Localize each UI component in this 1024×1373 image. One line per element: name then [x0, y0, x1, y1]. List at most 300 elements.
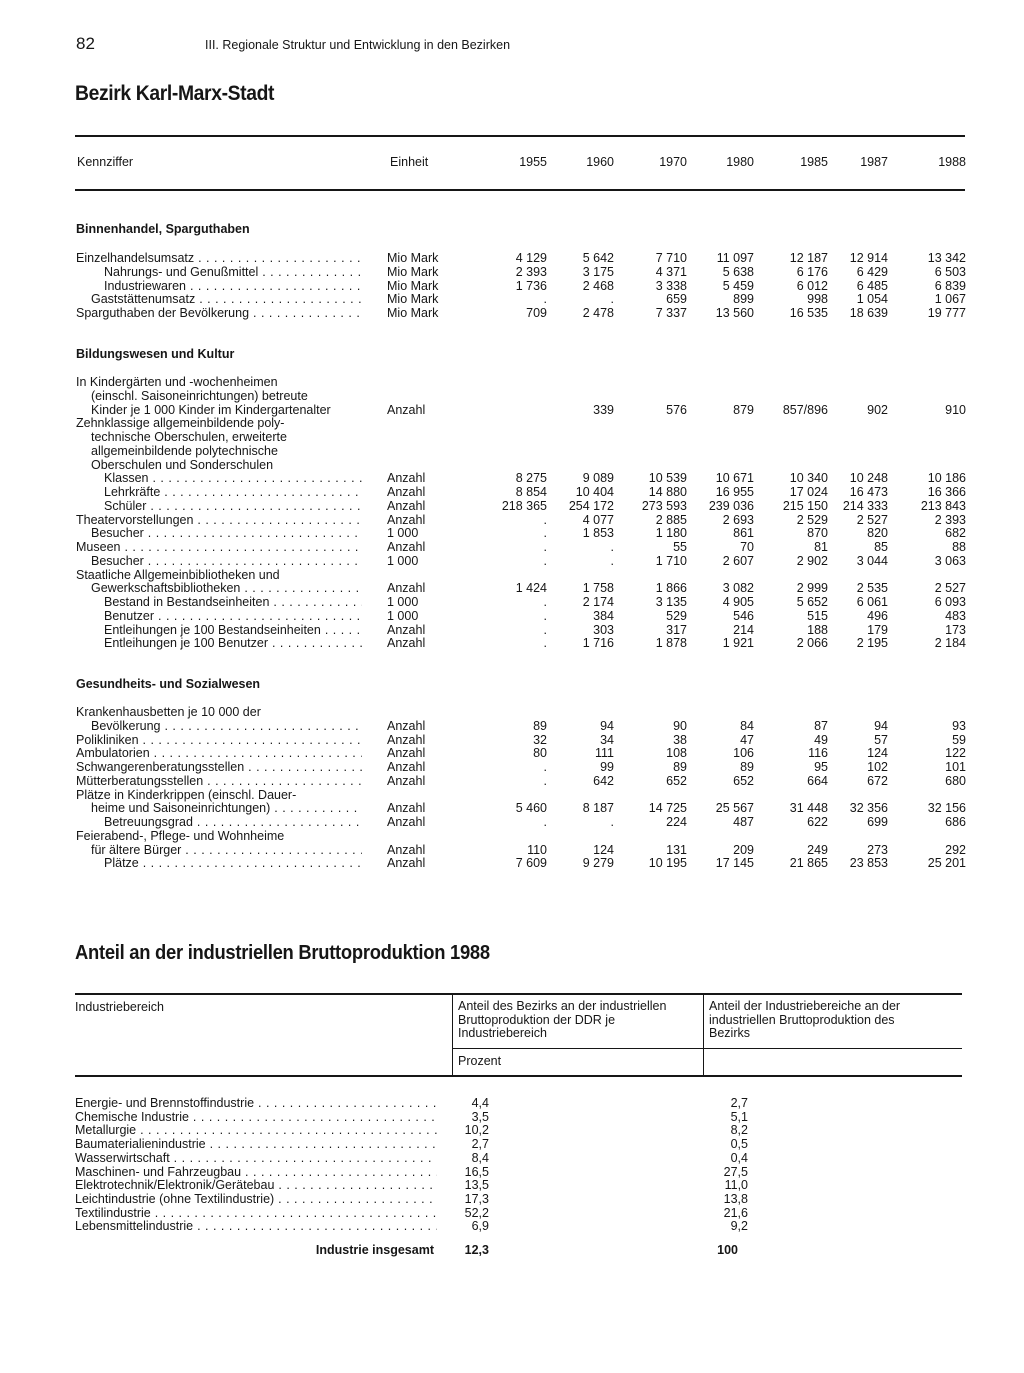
- cell-value: 254 172: [568, 498, 614, 513]
- cell-value: 1 716: [582, 636, 614, 651]
- cell-value: 2 184: [934, 636, 966, 651]
- cell-value: 576: [666, 402, 687, 417]
- row-label: Schüler . . .: [104, 499, 362, 513]
- cell-value: 384: [593, 608, 614, 623]
- cell-value: 6 012: [796, 278, 828, 293]
- header-1970: 1970: [659, 155, 687, 169]
- cell-value: 25 201: [927, 856, 966, 871]
- table-row: [0, 856, 1024, 870]
- cell-value: 10 195: [648, 856, 687, 871]
- cell-value: 2 478: [582, 306, 614, 320]
- cell-value: 10 404: [575, 485, 614, 499]
- table-row: [0, 554, 1024, 568]
- cell-value: 4 077: [582, 512, 614, 527]
- cell-value: 4 129: [515, 251, 547, 265]
- cell-value: 89: [740, 760, 754, 774]
- cell-value: 173: [945, 622, 966, 637]
- table-row: [0, 403, 1024, 417]
- cell-value: 25 567: [715, 801, 754, 816]
- table-row: [0, 760, 1024, 774]
- cell-value: 21 865: [789, 856, 828, 871]
- total-label: Industrie insgesamt: [315, 1243, 434, 1257]
- cell-anteil-industrie: 2,7: [730, 1096, 748, 1110]
- cell-value: 2 607: [722, 553, 754, 568]
- row-label: Museen . . .: [76, 540, 362, 554]
- cell-value: .: [610, 540, 614, 554]
- table2-top-rule: [75, 993, 962, 995]
- cell-value: 2 527: [856, 512, 888, 527]
- cell-value: 642: [593, 773, 614, 788]
- row-label: Nahrungs- und Genußmittel . . .: [104, 265, 362, 279]
- table-row: [0, 499, 1024, 513]
- cell-value: 1 878: [655, 636, 687, 651]
- cell-value: 17 024: [789, 485, 828, 499]
- header-1960: 1960: [586, 155, 614, 169]
- row-unit: Anzahl: [387, 636, 426, 651]
- cell-value: 14 880: [648, 485, 687, 499]
- header-anteil-industrie: Anteil der Industriebereiche an der industriellen Bruttoproduktion des Bezirks: [709, 999, 901, 1040]
- cell-value: 99: [600, 760, 614, 774]
- cell-value: 16 955: [715, 485, 754, 499]
- row-unit: Anzahl: [387, 471, 426, 486]
- table-row: [0, 265, 1024, 279]
- header-1987: 1987: [860, 155, 888, 169]
- cell-value: 188: [807, 622, 828, 637]
- row-label: technische Oberschulen, erweiterte: [91, 430, 287, 444]
- row-label: Kinder je 1 000 Kinder im Kindergartenalter: [91, 402, 331, 417]
- cell-value: 6 839: [934, 278, 966, 293]
- row-label: Maschinen- und Fahrzeugbau . . .: [75, 1165, 437, 1179]
- cell-value: 515: [807, 608, 828, 623]
- row-label: Industriewaren . . .: [104, 279, 362, 293]
- table-row: [0, 1192, 1024, 1206]
- table-row: [0, 719, 1024, 733]
- row-unit: 1 000: [387, 608, 419, 623]
- cell-value: 2 174: [582, 595, 614, 609]
- row-unit: Anzahl: [387, 498, 426, 513]
- header-1985: 1985: [800, 155, 828, 169]
- row-unit: Anzahl: [387, 760, 426, 774]
- row-label: Metallurgie . . .: [75, 1123, 437, 1137]
- row-label: Besucher . . .: [91, 554, 362, 568]
- cell-value: 218 365: [501, 498, 547, 513]
- cell-value: 34: [600, 732, 614, 747]
- cell-anteil-bezirk: 52,2: [464, 1205, 489, 1220]
- cell-value: .: [543, 292, 547, 307]
- cell-anteil-industrie: 0,5: [730, 1137, 748, 1152]
- cell-anteil-industrie: 27,5: [723, 1164, 748, 1179]
- cell-value: 2 885: [655, 512, 687, 527]
- cell-value: 4 905: [722, 595, 754, 609]
- row-label: Gewerkschaftsbibliotheken . . .: [91, 581, 362, 595]
- cell-value: 5 638: [722, 264, 754, 279]
- cell-value: 2 902: [796, 553, 828, 568]
- cell-value: 1 054: [856, 292, 888, 307]
- cell-value: 13 342: [927, 251, 966, 265]
- row-label: Lebensmittelindustrie . . .: [75, 1219, 437, 1233]
- cell-value: 124: [593, 842, 614, 857]
- row-unit: 1 000: [387, 553, 419, 568]
- table-row: [0, 595, 1024, 609]
- header-1955: 1955: [519, 155, 547, 169]
- cell-value: .: [543, 553, 547, 568]
- table-row: [0, 485, 1024, 499]
- cell-value: 273 593: [641, 498, 687, 513]
- cell-value: .: [543, 512, 547, 527]
- cell-value: 116: [808, 746, 828, 761]
- cell-value: 664: [807, 773, 828, 788]
- row-unit: Anzahl: [387, 622, 426, 637]
- table-row: [0, 1165, 1024, 1179]
- table-row: [0, 801, 1024, 815]
- row-label: Schwangerenberatungsstellen . . .: [76, 760, 362, 774]
- cell-value: 672: [867, 773, 888, 788]
- table-top-rule: [75, 135, 965, 137]
- cell-anteil-industrie: 21,6: [723, 1205, 748, 1220]
- table-row: [0, 1137, 1024, 1151]
- cell-value: 6 176: [796, 264, 828, 279]
- cell-value: .: [610, 553, 614, 568]
- row-label: Baumaterialienindustrie . . .: [75, 1137, 437, 1151]
- row-label: Chemische Industrie . . .: [75, 1110, 437, 1124]
- cell-value: .: [610, 292, 614, 307]
- cell-value: 102: [867, 760, 888, 774]
- total-anteil-bezirk: 12,3: [464, 1243, 489, 1257]
- cell-value: 14 725: [648, 801, 687, 816]
- table-row: [0, 815, 1024, 829]
- cell-value: 94: [600, 718, 614, 733]
- table-row: [0, 430, 1024, 444]
- cell-value: 59: [952, 732, 966, 747]
- row-unit: Anzahl: [387, 485, 426, 499]
- table-row: [0, 581, 1024, 595]
- cell-value: 622: [807, 815, 828, 829]
- table-row: [0, 292, 1024, 306]
- cell-value: 31 448: [789, 801, 828, 816]
- cell-value: 6 485: [856, 278, 888, 293]
- row-label: Wasserwirtschaft . . .: [75, 1151, 437, 1165]
- row-label: Klassen . . .: [104, 471, 362, 485]
- table2-header-rule: [75, 1075, 962, 1077]
- cell-value: 19 777: [927, 306, 966, 320]
- cell-value: 16 535: [789, 306, 828, 320]
- row-unit: Mio Mark: [387, 264, 439, 279]
- cell-value: 998: [807, 292, 828, 307]
- cell-value: 2 468: [582, 278, 614, 293]
- table-row: [0, 513, 1024, 527]
- cell-value: 10 539: [648, 471, 687, 486]
- row-label: Einzelhandelsumsatz . . .: [76, 251, 362, 265]
- cell-value: 820: [867, 526, 888, 541]
- cell-value: 94: [874, 718, 888, 733]
- row-label: Energie- und Brennstoffindustrie . . .: [75, 1096, 437, 1110]
- cell-value: 1 736: [515, 278, 547, 293]
- cell-value: 213 843: [920, 498, 966, 513]
- cell-value: 110: [527, 842, 547, 857]
- running-head: III. Regionale Struktur und Entwicklung in den Bezirken: [205, 38, 511, 52]
- cell-value: 7 710: [655, 251, 687, 265]
- cell-value: 3 135: [655, 595, 687, 609]
- row-unit: Anzahl: [387, 540, 426, 554]
- cell-value: 18 639: [849, 306, 888, 320]
- row-label: Theatervorstellungen . . .: [76, 513, 362, 527]
- cell-value: 122: [945, 746, 966, 761]
- table-row: [0, 609, 1024, 623]
- cell-value: .: [543, 773, 547, 788]
- cell-value: 49: [814, 732, 828, 747]
- cell-anteil-industrie: 0,4: [730, 1150, 748, 1165]
- cell-value: .: [610, 815, 614, 829]
- row-unit: Mio Mark: [387, 292, 439, 307]
- table-row: [0, 444, 1024, 458]
- cell-value: 699: [867, 815, 888, 829]
- row-unit: Anzahl: [387, 801, 426, 816]
- cell-anteil-bezirk: 2,7: [471, 1137, 489, 1152]
- cell-value: 108: [666, 746, 687, 761]
- cell-value: 16 366: [927, 485, 966, 499]
- cell-value: 910: [945, 402, 966, 417]
- row-label: Staatliche Allgemeinbibliotheken und: [76, 567, 280, 582]
- row-unit: Anzahl: [387, 815, 426, 829]
- row-label: Mütterberatungsstellen . . .: [76, 774, 362, 788]
- cell-value: 55: [673, 540, 687, 554]
- cell-anteil-bezirk: 8,4: [471, 1150, 489, 1165]
- row-unit: Mio Mark: [387, 278, 439, 293]
- cell-value: 1 853: [582, 526, 614, 541]
- cell-value: 686: [945, 815, 966, 829]
- cell-value: 224: [666, 815, 687, 829]
- row-label: Polikliniken . . .: [76, 733, 362, 747]
- table-row: [0, 526, 1024, 540]
- cell-value: 87: [814, 718, 828, 733]
- cell-value: 10 671: [715, 471, 754, 486]
- table2-vline-2: [703, 995, 704, 1075]
- cell-value: .: [543, 636, 547, 651]
- cell-value: 339: [593, 402, 614, 417]
- row-label: Feierabend-, Pflege- und Wohnheime: [76, 828, 285, 843]
- row-unit: Mio Mark: [387, 306, 439, 320]
- row-label: Gaststättenumsatz . . .: [91, 292, 362, 306]
- cell-value: 487: [733, 815, 754, 829]
- row-label: Betreuungsgrad . . .: [104, 815, 362, 829]
- row-unit: Mio Mark: [387, 251, 439, 265]
- cell-value: 3 063: [934, 553, 966, 568]
- cell-value: 90: [673, 718, 687, 733]
- cell-value: 214 333: [842, 498, 888, 513]
- cell-value: 529: [666, 608, 687, 623]
- header-unit-prozent: Prozent: [458, 1054, 502, 1068]
- cell-value: 214: [733, 622, 754, 637]
- cell-value: 7 609: [515, 856, 547, 871]
- cell-value: 5 459: [722, 278, 754, 293]
- cell-value: .: [543, 526, 547, 541]
- table-row: [0, 416, 1024, 430]
- row-label: Zehnklassige allgemeinbildende poly-: [76, 416, 285, 431]
- cell-value: 546: [733, 608, 754, 623]
- cell-value: 902: [867, 402, 888, 417]
- cell-value: 10 186: [927, 471, 966, 486]
- cell-value: 101: [945, 760, 966, 774]
- row-label: Bestand in Bestandseinheiten . . .: [104, 595, 362, 609]
- section-title: Gesundheits- und Sozialwesen: [76, 677, 261, 691]
- cell-anteil-bezirk: 16,5: [464, 1164, 489, 1179]
- cell-value: 8 275: [515, 471, 547, 486]
- cell-anteil-bezirk: 13,5: [464, 1178, 489, 1193]
- cell-value: 13 560: [715, 306, 754, 320]
- cell-value: .: [543, 595, 547, 609]
- cell-value: 10 340: [789, 471, 828, 486]
- cell-value: 1 710: [655, 553, 687, 568]
- cell-anteil-industrie: 13,8: [723, 1191, 748, 1206]
- cell-value: 680: [945, 773, 966, 788]
- cell-value: 1 758: [582, 581, 614, 596]
- table2-unit-rule: [453, 1048, 962, 1049]
- cell-value: 38: [673, 732, 687, 747]
- cell-value: 32 156: [927, 801, 966, 816]
- table-row: [0, 733, 1024, 747]
- cell-value: 2 999: [796, 581, 828, 596]
- table-row: [0, 279, 1024, 293]
- table-row: [0, 306, 1024, 320]
- header-industriebereich: Industriebereich: [75, 1000, 164, 1014]
- cell-value: 2 529: [796, 512, 828, 527]
- row-unit: Anzahl: [387, 842, 426, 857]
- table-row: [0, 705, 1024, 719]
- row-label: Leichtindustrie (ohne Textilindustrie) . . .: [75, 1192, 437, 1206]
- cell-value: 89: [673, 760, 687, 774]
- row-label: Bevölkerung . . .: [91, 719, 362, 733]
- cell-anteil-industrie: 11,0: [724, 1178, 748, 1193]
- table-row: [0, 1206, 1024, 1220]
- cell-value: 659: [666, 292, 687, 307]
- cell-value: 209: [733, 842, 754, 857]
- table-header-rule: [75, 189, 965, 191]
- cell-value: 93: [952, 718, 966, 733]
- cell-value: 70: [740, 540, 754, 554]
- page-title: Bezirk Karl-Marx-Stadt: [75, 82, 275, 105]
- table-row: [0, 458, 1024, 472]
- header-1988: 1988: [938, 155, 966, 169]
- cell-anteil-bezirk: 4,4: [471, 1096, 489, 1110]
- cell-value: 1 180: [655, 526, 687, 541]
- table-row: [0, 471, 1024, 485]
- cell-value: 84: [740, 718, 754, 733]
- cell-value: 1 921: [722, 636, 754, 651]
- total-anteil-industrie: 100: [717, 1243, 738, 1257]
- cell-value: 857/896: [782, 402, 828, 417]
- cell-value: 496: [867, 608, 888, 623]
- cell-value: 106: [733, 746, 754, 761]
- cell-value: 80: [533, 746, 547, 761]
- cell-value: 12 914: [849, 251, 888, 265]
- row-label: allgemeinbildende polytechnische: [91, 443, 278, 458]
- cell-value: 317: [666, 622, 687, 637]
- cell-value: 3 044: [856, 553, 888, 568]
- row-unit: Anzahl: [387, 718, 426, 733]
- cell-value: 652: [666, 773, 687, 788]
- cell-value: .: [543, 760, 547, 774]
- table-row: [0, 1151, 1024, 1165]
- row-unit: 1 000: [387, 526, 419, 541]
- cell-value: 2 535: [856, 581, 888, 596]
- row-label: Ambulatorien . . .: [76, 746, 362, 760]
- header-einheit: Einheit: [390, 155, 429, 169]
- row-label: Plätze . . .: [104, 856, 362, 870]
- cell-value: 7 337: [655, 306, 687, 320]
- cell-value: 292: [945, 842, 966, 857]
- row-unit: Anzahl: [387, 856, 426, 871]
- cell-value: 1 067: [934, 292, 966, 307]
- cell-value: 5 460: [515, 801, 547, 816]
- cell-value: 483: [945, 608, 966, 623]
- cell-value: 861: [733, 526, 754, 541]
- row-label: Oberschulen und Sonderschulen: [91, 457, 274, 472]
- cell-value: 12 187: [789, 251, 828, 265]
- cell-value: 2 393: [515, 264, 547, 279]
- cell-value: 8 854: [515, 485, 547, 499]
- row-label: Entleihungen je 100 Bestandseinheiten . . .: [104, 623, 362, 637]
- section-title: Bildungswesen und Kultur: [76, 347, 235, 361]
- cell-value: 6 061: [856, 595, 888, 609]
- cell-value: 131: [666, 842, 687, 857]
- row-label: (einschl. Saisoneinrichtungen) betreute: [91, 388, 308, 403]
- cell-value: 709: [526, 306, 547, 320]
- cell-value: 179: [867, 622, 888, 637]
- table-row: [0, 623, 1024, 637]
- cell-value: 111: [594, 746, 614, 761]
- row-label: für ältere Bürger . . .: [91, 843, 362, 857]
- row-label: Lehrkräfte . . .: [104, 485, 362, 499]
- section-title: Binnenhandel, Sparguthaben: [76, 222, 250, 236]
- cell-value: 5 652: [796, 595, 828, 609]
- table-row: [0, 389, 1024, 403]
- cell-value: 215 150: [782, 498, 828, 513]
- row-unit: Anzahl: [387, 581, 426, 596]
- row-label: Benutzer . . .: [104, 609, 362, 623]
- cell-value: 870: [807, 526, 828, 541]
- row-label: Besucher . . .: [91, 526, 362, 540]
- cell-value: 6 503: [934, 264, 966, 279]
- cell-value: 8 187: [582, 801, 614, 816]
- row-label: Entleihungen je 100 Benutzer . . .: [104, 636, 362, 650]
- table-row: [0, 1123, 1024, 1137]
- table-row: [0, 746, 1024, 760]
- row-label: Plätze in Kinderkrippen (einschl. Dauer-: [76, 787, 297, 802]
- cell-value: 81: [814, 540, 828, 554]
- cell-anteil-bezirk: 3,5: [471, 1109, 489, 1124]
- cell-value: 4 371: [655, 264, 687, 279]
- cell-anteil-bezirk: 6,9: [471, 1219, 489, 1234]
- cell-value: 89: [533, 718, 547, 733]
- cell-value: 32 356: [849, 801, 888, 816]
- cell-value: 3 082: [722, 581, 754, 596]
- table-row: [0, 829, 1024, 843]
- cell-value: 2 066: [796, 636, 828, 651]
- table-row: [0, 375, 1024, 389]
- cell-value: 124: [867, 746, 888, 761]
- table-row: [0, 774, 1024, 788]
- section2-title: Anteil an der industriellen Bruttoproduktion 1988: [75, 942, 490, 964]
- row-unit: Anzahl: [387, 746, 426, 761]
- cell-value: 2 527: [934, 581, 966, 596]
- cell-value: 85: [874, 540, 888, 554]
- table-row: [0, 636, 1024, 650]
- cell-anteil-industrie: 8,2: [730, 1123, 748, 1138]
- row-label: Elektrotechnik/Elektronik/Gerätebau . . .: [75, 1178, 437, 1192]
- table-row: [0, 1096, 1024, 1110]
- cell-value: 57: [874, 732, 888, 747]
- cell-value: 11 097: [716, 251, 754, 265]
